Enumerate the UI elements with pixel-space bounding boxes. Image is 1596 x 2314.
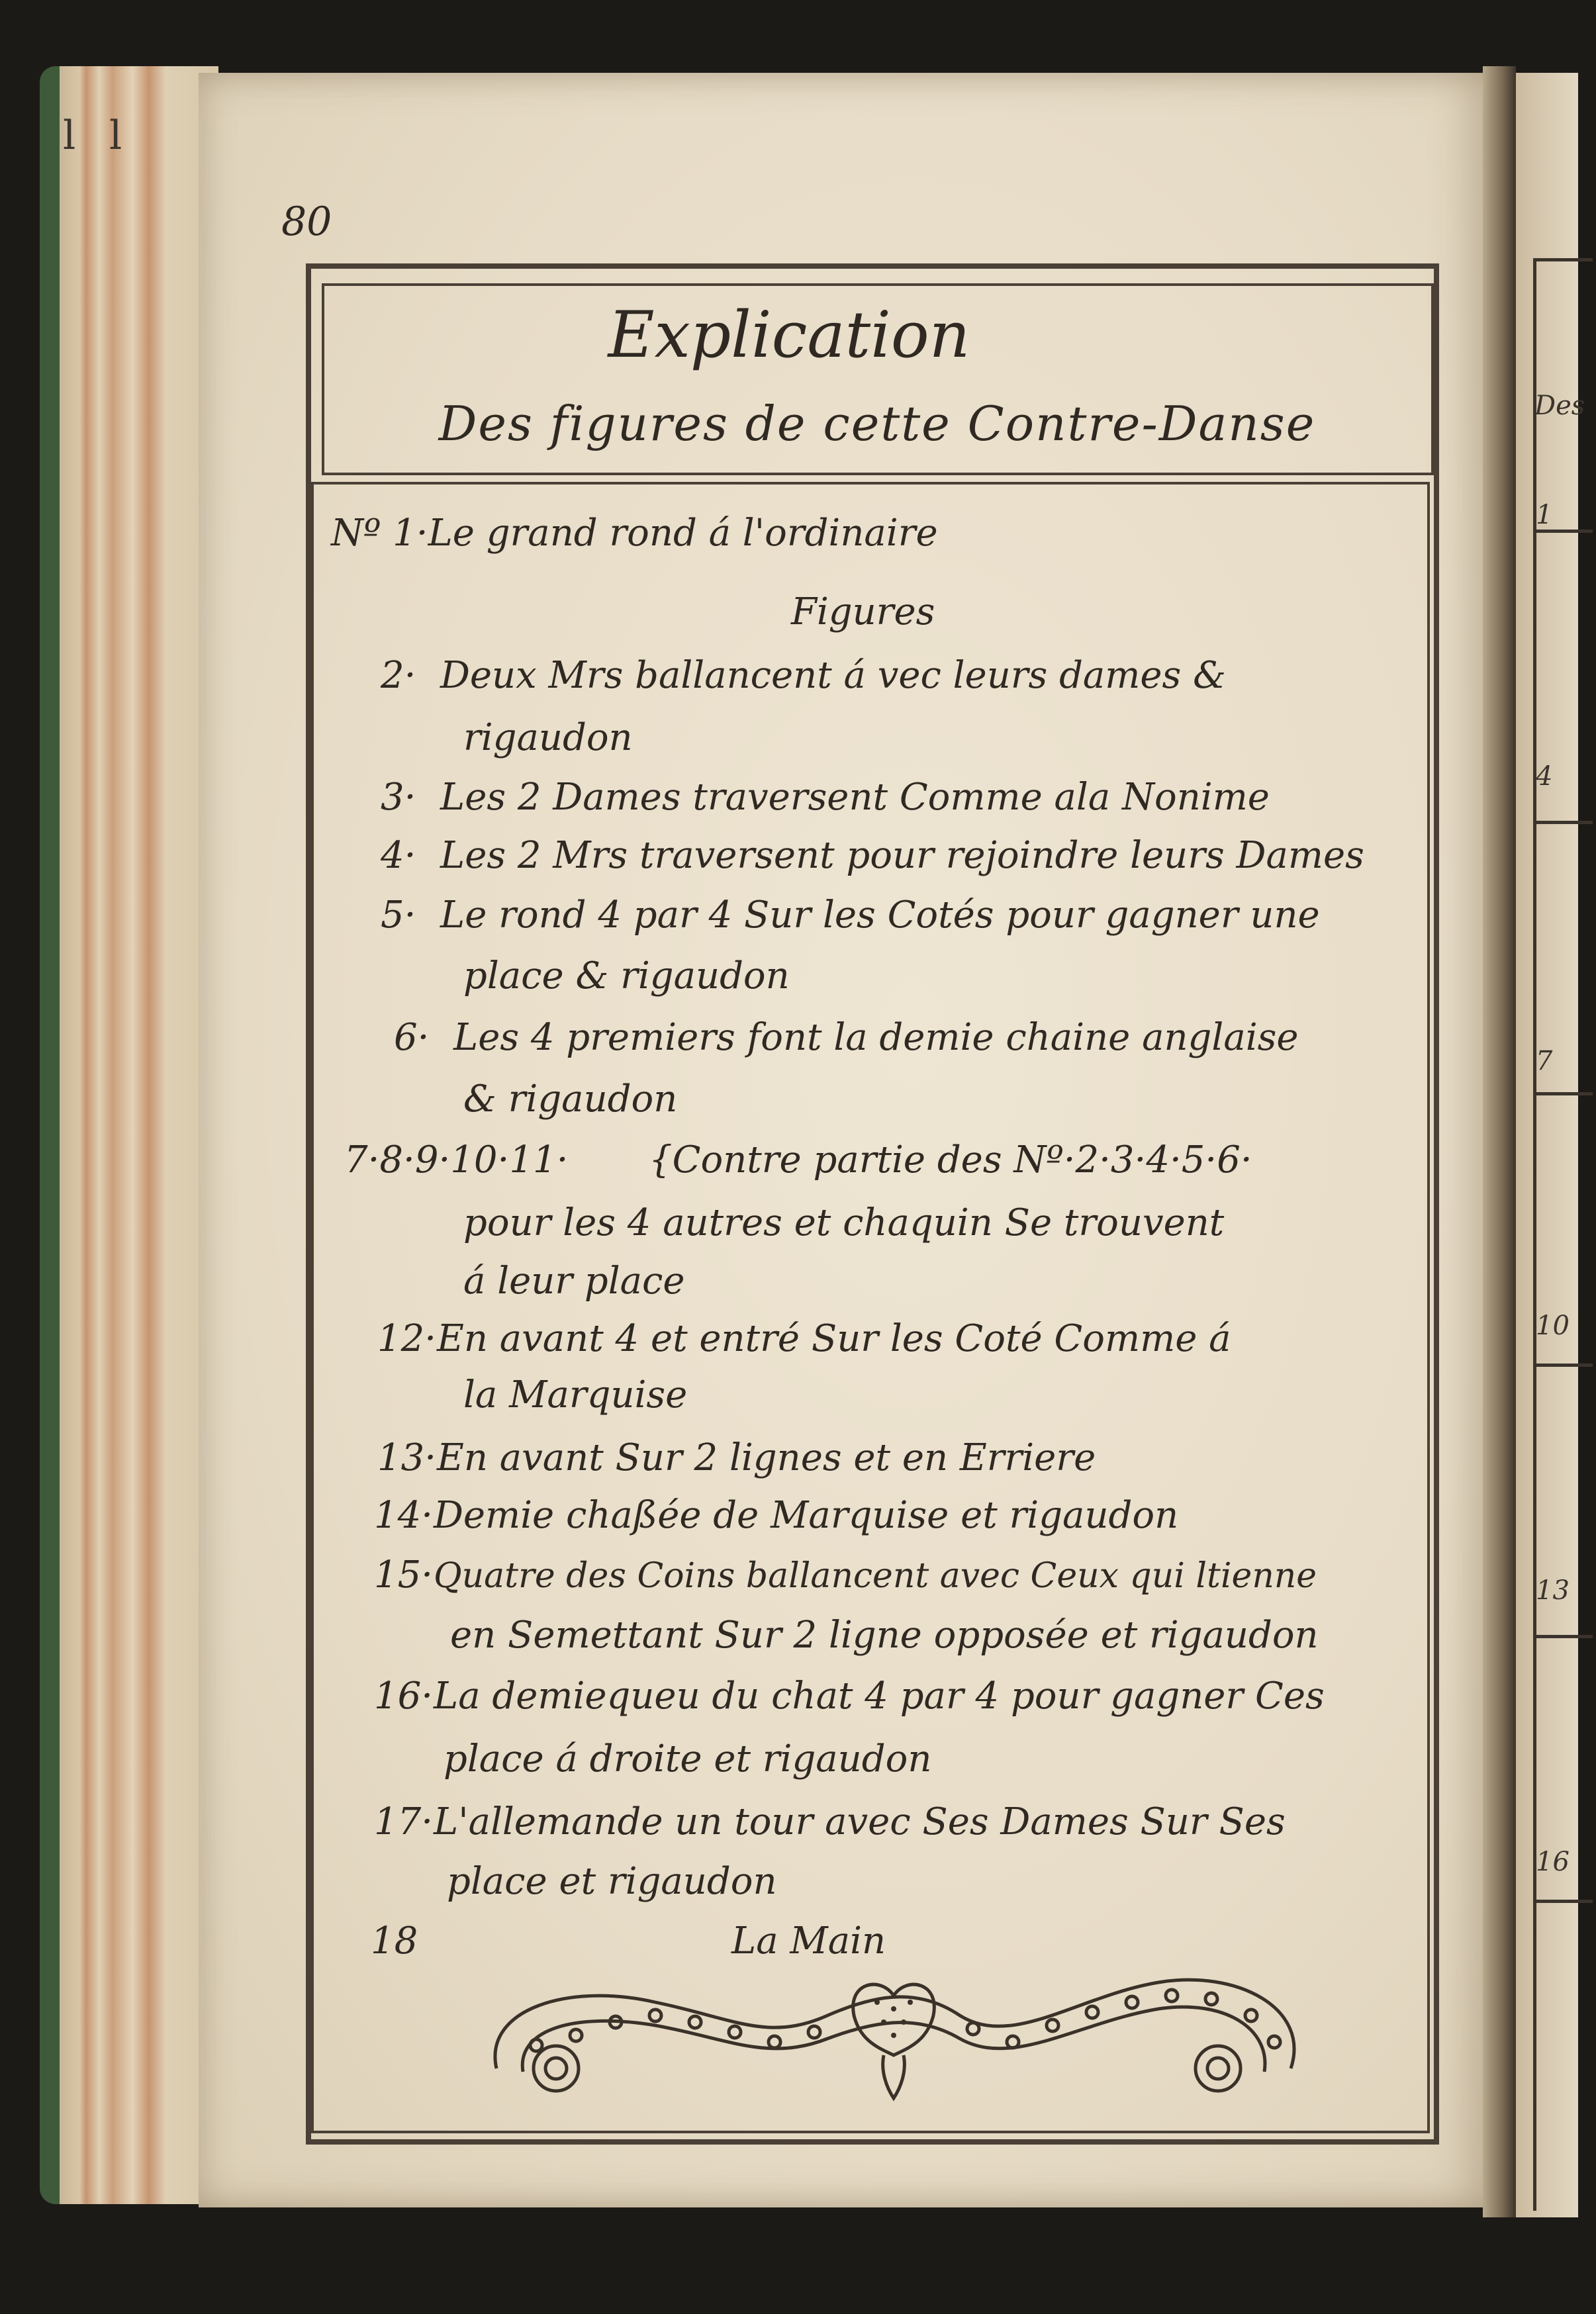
entry-text: & rigaudon [463, 1078, 678, 1121]
entry-text: La Main [731, 1920, 886, 1963]
entry-number: Nº 1· [331, 512, 428, 555]
entry-text: en Semettant Sur 2 ligne opposée et rigaudon [450, 1614, 1319, 1657]
facing-number: 16 [1536, 1847, 1570, 1877]
entry-line [331, 512, 938, 555]
entry-line [394, 1016, 1299, 1059]
entry-text: {Contre partie des Nº·2·3·4·5·6· [649, 1138, 1252, 1181]
entry-line [381, 834, 1364, 877]
facing-number: 4 [1536, 761, 1553, 792]
entry-text: place & rigaudon [463, 954, 790, 997]
entry-number: 17· [374, 1800, 434, 1843]
entry-line [374, 1675, 1325, 1718]
entry-text: Quatre des Coins ballancent avec Ceux qui ltienne [434, 1556, 1317, 1596]
facing-rule [1533, 1900, 1593, 1903]
entry-number: 7·8·9·10·11· [344, 1138, 569, 1181]
page-subtitle: Des figures de cette Contre-Danse [438, 396, 1316, 451]
entry-text: Deux Mrs ballancent á vec leurs dames & [440, 654, 1226, 697]
entry-number: 4· [381, 834, 416, 877]
entry-text: place et rigaudon [447, 1860, 777, 1903]
entry-text: á leur place [463, 1260, 685, 1303]
facing-number: 1 [1536, 500, 1553, 530]
entry-text: la Marquise [463, 1373, 688, 1416]
entry-text: pour les 4 autres et chaquin Se trouvent [463, 1201, 1225, 1244]
entry-number: 15· [374, 1553, 434, 1597]
entry-line [791, 590, 935, 633]
entry-number: 2· [381, 654, 416, 697]
entry-text: En avant 4 et entré Sur les Coté Comme á [437, 1317, 1231, 1360]
entry-number: 6· [394, 1016, 430, 1059]
entry-number: 12· [377, 1317, 437, 1360]
entry-line [344, 1138, 1252, 1181]
entry-text: L'allemande un tour avec Ses Dames Sur Ses [434, 1800, 1286, 1843]
facing-number: 10 [1536, 1311, 1570, 1341]
entry-text: Les 2 Mrs traversent pour rejoindre leurs Dames [440, 834, 1364, 877]
facing-heading: Des [1534, 391, 1585, 421]
facing-number: 13 [1536, 1575, 1570, 1606]
entry-number: 3· [381, 776, 416, 819]
entry-text: En avant Sur 2 lignes et en Erriere [437, 1436, 1096, 1479]
edge-mark: l [63, 113, 76, 159]
entry-line [444, 1737, 932, 1781]
entry-line [447, 1860, 777, 1903]
facing-page [1516, 73, 1585, 2217]
entry-heading: Figures [791, 590, 935, 633]
page-number: 80 [281, 199, 332, 245]
facing-rule [1533, 1635, 1593, 1638]
entry-line [463, 716, 633, 759]
facing-frame [1533, 258, 1596, 2211]
entry-text: Le grand rond á l'ordinaire [428, 512, 938, 555]
entry-number: 18 [371, 1920, 418, 1963]
entry-number: 14· [374, 1494, 434, 1537]
entry-text: place á droite et rigaudon [444, 1737, 932, 1781]
entry-line [450, 1614, 1319, 1657]
entry-text: La demiequeu du chat 4 par 4 pour gagner Ces [434, 1675, 1325, 1718]
entry-number: 16· [374, 1675, 434, 1718]
entry-line [463, 1260, 685, 1303]
entry-line [374, 1494, 1179, 1537]
entry-line [371, 1920, 886, 1963]
entry-line [381, 654, 1226, 697]
page-title: Explication [608, 298, 970, 372]
facing-rule [1533, 1092, 1593, 1095]
entry-line [381, 776, 1270, 819]
entry-line [377, 1317, 1231, 1360]
book-gutter [1483, 66, 1516, 2217]
entry-text: Demie chaßée de Marquise et rigaudon [434, 1494, 1179, 1537]
book-page-edges [40, 66, 218, 2204]
facing-rule [1533, 821, 1593, 824]
facing-rule [1533, 1364, 1593, 1367]
entry-line [463, 954, 790, 997]
entry-line [374, 1553, 1317, 1597]
facing-rule [1533, 258, 1593, 261]
edge-mark: l [109, 113, 122, 159]
entry-line [381, 894, 1320, 937]
entry-line [377, 1436, 1096, 1479]
facing-number: 7 [1536, 1046, 1553, 1076]
entry-line [463, 1078, 678, 1121]
entry-number: 5· [381, 894, 416, 937]
entry-line [374, 1800, 1286, 1843]
entry-text: Les 2 Dames traversent Comme ala Nonime [440, 776, 1270, 819]
decorative-scroll-ornament [457, 1956, 1331, 2121]
entry-text: Les 4 premiers font la demie chaine anglaise [453, 1016, 1299, 1059]
entry-line [463, 1373, 688, 1416]
entry-line [463, 1201, 1225, 1244]
entry-number: 13· [377, 1436, 437, 1479]
entry-text: Le rond 4 par 4 Sur les Cotés pour gagner une [440, 894, 1320, 937]
entry-text: rigaudon [463, 716, 633, 759]
